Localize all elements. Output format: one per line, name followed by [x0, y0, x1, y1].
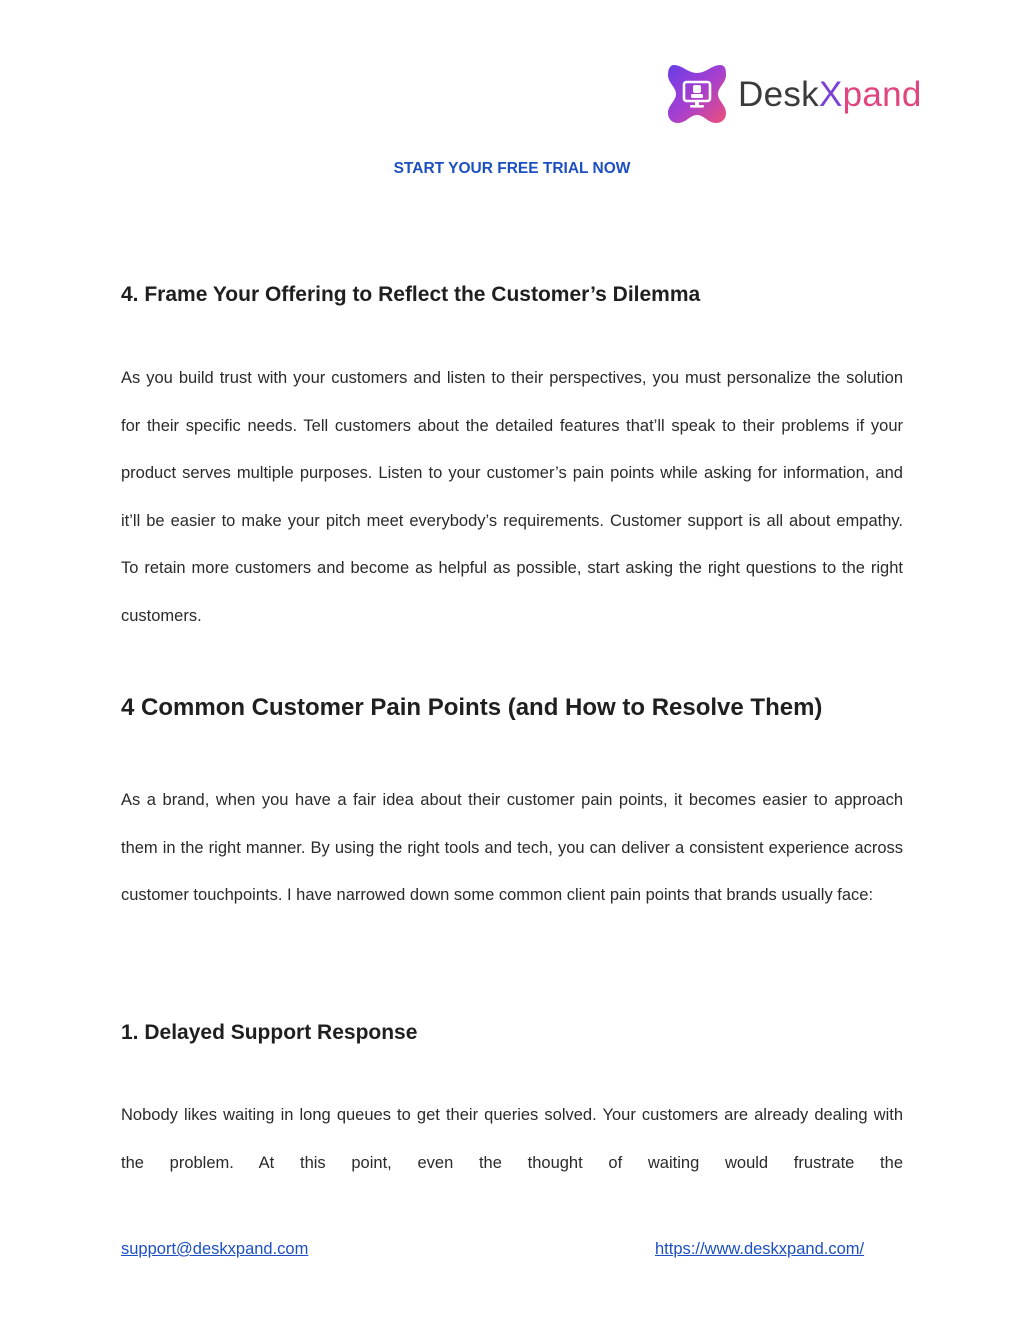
- brand-name-pand: pand: [842, 74, 922, 114]
- brand-name: [738, 74, 922, 114]
- pain-points-paragraph: As a brand, when you have a fair idea about their customer pain points, it becomes easier to approach them in the right manner. By using the right tools and tech, you can deliver a consistent experience across customer touchpoints. I have narrowed down some common client pain points that brands usually face:: [121, 791, 903, 905]
- support-email-link[interactable]: support@deskxpand.com: [121, 1240, 309, 1258]
- brand-logo: [664, 60, 944, 128]
- website-link[interactable]: https://www.deskxpand.com/: [655, 1240, 865, 1258]
- frame-offering-heading: 4. Frame Your Offering to Reflect the Customer’s Dilemma: [121, 283, 701, 306]
- brand-name-desk: Desk: [738, 74, 819, 114]
- brand-name-x: X: [818, 74, 843, 114]
- pain-points-heading: 4 Common Customer Pain Points (and How to Resolve Them): [121, 694, 823, 721]
- delayed-response-heading: 1. Delayed Support Response: [121, 1021, 418, 1044]
- frame-offering-paragraph: As you build trust with your customers and listen to their perspectives, you must personalize the solution for their specific needs. Tell customers about the detailed features that’ll speak to their problems if your product serves multiple purposes. Listen to your customer’s pain points while asking for information, and it’ll be easier to make your pitch meet everybody’s requirements. Customer support is all about empathy. To retain more customers and become as helpful as possible, start asking the right questions to the right customers.: [121, 369, 903, 625]
- free-trial-link[interactable]: START YOUR FREE TRIAL NOW: [393, 160, 631, 177]
- delayed-response-paragraph: Nobody likes waiting in long queues to get their queries solved. Your customers are already dealing with the problem. At this point, even the thought of waiting would frustrate the: [121, 1106, 903, 1172]
- deskxpand-logo-icon: [664, 61, 730, 127]
